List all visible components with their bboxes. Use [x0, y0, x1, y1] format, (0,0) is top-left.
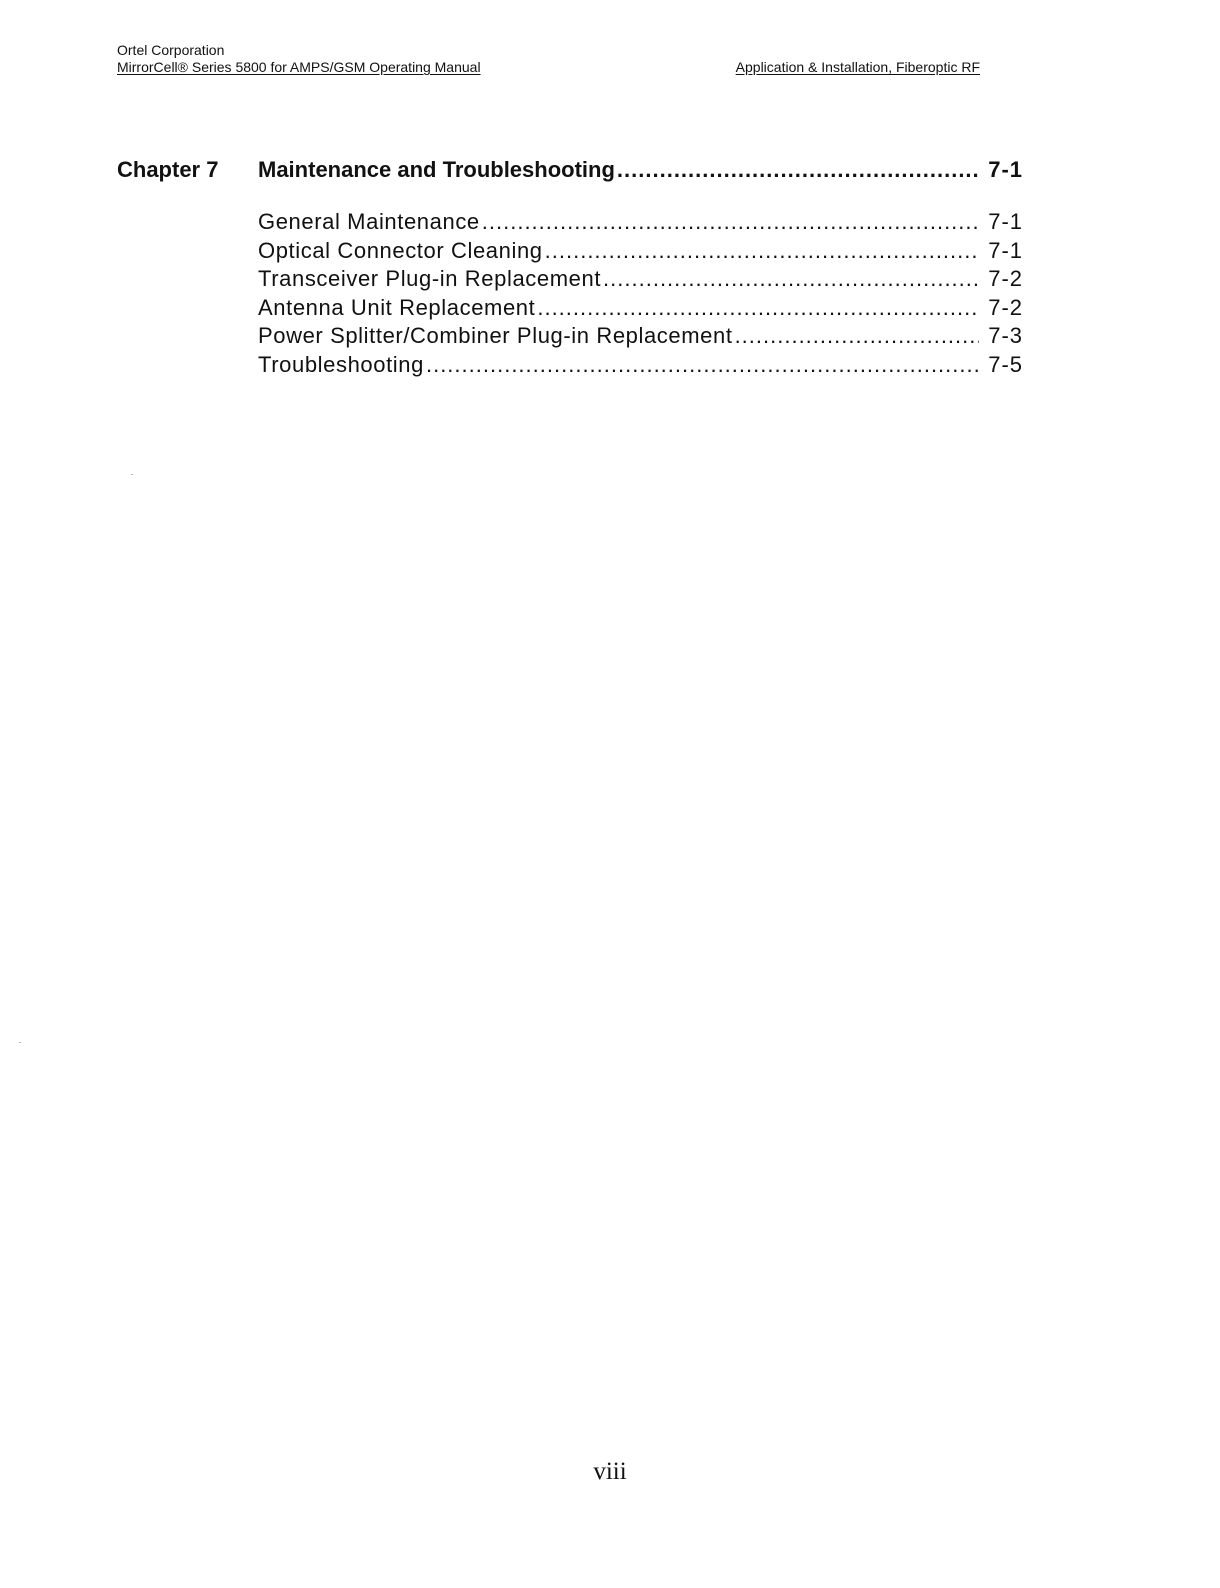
toc-entry: [258, 351, 1023, 380]
scan-speck: [19, 1042, 21, 1043]
toc-section-list: [258, 208, 1023, 380]
chapter-label: Chapter 7: [117, 157, 219, 182]
running-header: [117, 42, 980, 76]
dot-leader: [603, 265, 979, 294]
toc-chapter-row: [117, 154, 1023, 186]
dot-leader: [537, 294, 979, 323]
toc-entry-page: 7-5: [988, 351, 1023, 377]
page-number: viii: [593, 1458, 627, 1485]
dot-leader: [426, 351, 979, 380]
toc-entry-title: Power Splitter/Combiner Plug-in Replacement: [258, 323, 733, 349]
manual-title: MirrorCell® Series 5800 for AMPS/GSM Operating Manual: [117, 59, 481, 75]
chapter-title: Maintenance and Troubleshooting: [258, 157, 615, 182]
toc-entry-title: Transceiver Plug-in Replacement: [258, 266, 602, 292]
toc-entry-title: General Maintenance: [258, 209, 480, 234]
toc-entry: [258, 208, 1023, 237]
toc-entry-title: Troubleshooting: [258, 351, 424, 377]
toc-entry: [258, 265, 1023, 294]
toc-entry-page: 7-1: [988, 237, 1023, 263]
dot-leader: [617, 154, 979, 186]
toc-entry: [258, 322, 1023, 351]
dot-leader: [735, 322, 979, 351]
chapter-entry: [258, 154, 1023, 186]
toc-entry-page: 7-2: [988, 266, 1023, 292]
toc-entry: [258, 294, 1023, 323]
dot-leader: [482, 208, 979, 237]
chapter-page-ref: 7-1: [988, 157, 1023, 182]
table-of-contents: [117, 154, 1023, 380]
section-title: Application & Installation, Fiberoptic RF: [735, 59, 980, 75]
toc-entry: [258, 237, 1023, 266]
toc-entry-page: 7-1: [988, 209, 1023, 234]
toc-entry-title: Optical Connector Cleaning: [258, 237, 543, 263]
toc-entry-page: 7-2: [988, 294, 1023, 320]
toc-entry-title: Antenna Unit Replacement: [258, 294, 536, 320]
company-name: Ortel Corporation: [117, 42, 225, 58]
dot-leader: [545, 237, 979, 266]
header-title-row: [117, 59, 980, 76]
scan-speck: [131, 474, 133, 475]
toc-entry-page: 7-3: [988, 323, 1023, 349]
